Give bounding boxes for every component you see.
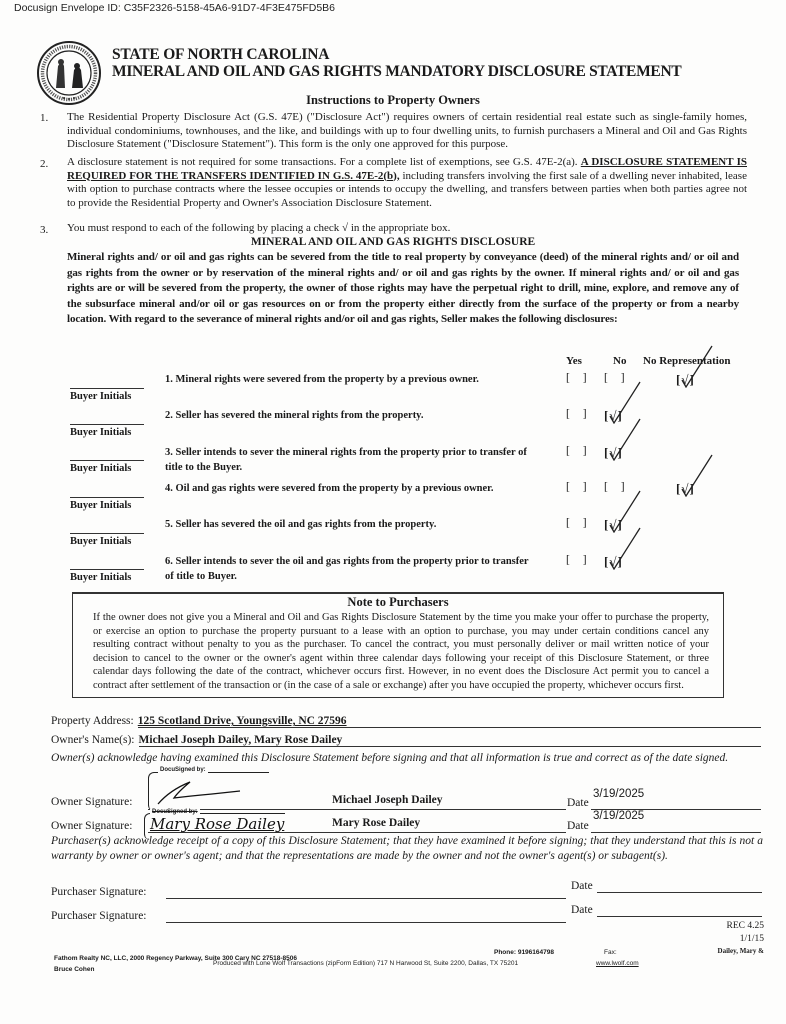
owner-signature-label: Owner Signature: xyxy=(51,796,133,808)
note-to-purchasers xyxy=(72,592,724,698)
purchaser-signature-label: Purchaser Signature: xyxy=(51,886,147,898)
property-address-label: Property Address: xyxy=(51,715,134,727)
instruction-item-3: You must respond to each of the following by placing a check √ in the appropriate box. xyxy=(67,222,451,234)
fax: Fax: xyxy=(604,949,617,956)
handwritten-check-icon xyxy=(608,417,648,461)
checkbox-yes-q2[interactable]: [ ] xyxy=(566,408,592,420)
checkbox-no-q4[interactable]: [ ] xyxy=(604,481,630,493)
disclosure-question-6: 6. Seller intends to sever the oil and gas rights from the property prior to transfer of title to Buyer. xyxy=(165,556,529,582)
phone: Phone: 9196164798 xyxy=(494,949,554,956)
buyer-initials-label: Buyer Initials xyxy=(70,391,132,402)
checkbox-no-q6[interactable]: [√] xyxy=(604,554,623,569)
form-code: REC 4.25 xyxy=(726,921,764,931)
form-title: MINERAL AND OIL AND GAS RIGHTS MANDATORY DISCLOSURE STATEMENT xyxy=(112,63,682,80)
checkbox-no-q2[interactable]: [√] xyxy=(604,408,623,423)
purchaser-acknowledgement: Purchaser(s) acknowledge receipt of a copy of this Disclosure Statement; that they have examined it before signing; that they understand that this is not a warranty by owner or owner's agent; and that the representations are made by the owner and not the owner's agent(s) or subagent(s). xyxy=(51,835,763,862)
disclosure-question-4: 4. Oil and gas rights were severed from the property by a previous owner. xyxy=(165,483,494,494)
signature-line xyxy=(148,809,566,810)
docusign-tag: DocuSigned by: xyxy=(152,809,198,815)
produced-by: Produced with Lone Wolf Transactions (zipForm Edition) 717 N Harwood St, Suite 2200, Dallas, TX 75201 xyxy=(213,960,519,967)
checkbox-yes-q3[interactable]: [ ] xyxy=(566,445,592,457)
signature-line xyxy=(148,832,566,833)
buyer-initials-line[interactable] xyxy=(70,460,144,461)
instruction-text: A disclosure statement is not required for some transactions. For a complete list of exemptions, see G.S. 47E-2(a). xyxy=(67,156,581,168)
buyer-initials-line[interactable] xyxy=(70,424,144,425)
buyer-initials-label: Buyer Initials xyxy=(70,572,132,583)
purchaser-date-line[interactable] xyxy=(597,892,762,893)
instruction-number: 1. xyxy=(40,112,49,124)
buyer-initials-label: Buyer Initials xyxy=(70,536,132,547)
instruction-number: 3. xyxy=(40,224,49,236)
checkbox-no-q5[interactable]: [√] xyxy=(604,517,623,532)
purchaser-signature-line[interactable] xyxy=(166,898,566,899)
column-no: No xyxy=(613,355,627,367)
instructions-heading: Instructions to Property Owners xyxy=(306,93,480,107)
checkbox-yes-q4[interactable]: [ ] xyxy=(566,481,592,493)
buyer-initials-line[interactable] xyxy=(70,388,144,389)
date-label: Date xyxy=(567,820,589,832)
form-title-state: STATE OF NORTH CAROLINA xyxy=(112,46,330,63)
brokerage-info: Fathom Realty NC, LLC, 2000 Regency Parkway, Suite 300 Cary NC 27518-8506 xyxy=(54,955,298,962)
signature-mary-dailey[interactable]: Mary Rose Dailey xyxy=(150,815,285,833)
buyer-initials-label: Buyer Initials xyxy=(70,427,132,438)
buyer-initials-line[interactable] xyxy=(70,533,144,534)
column-no-representation: No Representation xyxy=(643,355,731,367)
disclosure-intro: Mineral rights and/ or oil and gas rights can be severed from the title to real property by conveyance (deed) of the mineral rights and/ or oil and gas rights from the owner or by reservation of the mineral rights and/ or oil and gas rights by the owner. If mineral rights and/ or oil and gas rights are or will be severed from the property, the owner of those rights may have the perpetual right to drill, mine, explore, and remove any of the subsurface mineral and/or oil or gas resources on or from the property either directly from the surface of the property or from a nearby location. With regard to the severance of mineral rights and/or oil and gas rights, Seller makes the following disclosures: xyxy=(67,251,739,325)
owner-signature-label: Owner Signature: xyxy=(51,820,133,832)
checkbox-yes-q6[interactable]: [ ] xyxy=(566,554,592,566)
checkbox-yes-q1[interactable]: [ ] xyxy=(566,372,592,384)
disclosure-question-1: 1. Mineral rights were severed from the property by a previous owner. xyxy=(165,374,479,385)
purchaser-signature-label: Purchaser Signature: xyxy=(51,910,147,922)
docusign-tag: DocuSigned by: xyxy=(160,767,206,773)
date-label: Date xyxy=(571,904,593,916)
checkbox-yes-q5[interactable]: [ ] xyxy=(566,517,592,529)
owner-signature-date[interactable]: 3/19/2025 xyxy=(593,810,645,822)
note-heading: Note to Purchasers xyxy=(347,595,449,609)
owner-names-label: Owner's Name(s): xyxy=(51,734,135,746)
disclosure-question-5: 5. Seller has severed the oil and gas rights from the property. xyxy=(165,519,437,530)
docusign-envelope-id: Docusign Envelope ID: C35F2326-5158-45A6-91D7-4F3E475FD5B6 xyxy=(14,2,336,14)
disclosure-question-2: 2. Seller has severed the mineral rights from the property. xyxy=(165,410,424,421)
property-address-value[interactable]: 125 Scotland Drive, Youngsville, NC 27596 xyxy=(138,715,761,728)
form-date: 1/1/15 xyxy=(739,934,764,944)
handwritten-check-icon xyxy=(680,344,720,388)
handwritten-check-icon xyxy=(680,453,720,497)
instruction-text: including transfers involving the first sale of a dwelling never inhabited, lease with option to purchase contracts where the lessee occupies or intends to occupy the dwelling, and transfers between parties when both parties agree not to provide the Residential Property and Owner's Association Disclosure Statement. xyxy=(67,169,747,209)
date-label: Date xyxy=(571,880,593,892)
disclosure-question-3: 3. Seller intends to sever the mineral rights from the property prior to transfer of title to the Buyer. xyxy=(165,447,527,473)
purchaser-signature-line[interactable] xyxy=(166,922,566,923)
owner-names-row xyxy=(51,734,761,747)
owner-printed-name: Michael Joseph Dailey xyxy=(332,794,443,806)
instruction-item-1: The Residential Property Disclosure Act (G.S. 47E) ("Disclosure Act") requires owners of certain residential real estate such as single-family homes, individual condominiums, townhouses, and the like, and buildings with up to four dwelling units, to furnish purchasers a Mineral and Oil and Gas Rights Disclosure Statement ("Disclosure Statement"). This form is the only one approved for this purpose. xyxy=(67,111,747,150)
lwolf-link[interactable]: www.lwolf.com xyxy=(596,960,639,967)
checkbox-no-q3[interactable]: [√] xyxy=(604,445,623,460)
date-line xyxy=(591,832,761,833)
checkbox-no-rep-q4[interactable]: [√] xyxy=(676,481,695,496)
signature-michael-dailey[interactable] xyxy=(150,778,260,808)
note-text: If the owner does not give you a Mineral and Oil and Gas Rights Disclosure Statement by the time you make your offer to purchase the property, or exercise an option to purchase the property pursuant to a lease with an option to purchase, you may under certain conditions cancel any resulting contract without penalty to you as the purchaser. To cancel the contract, you must personally deliver or mail written notice of your decision to cancel to the owner or the owner's agent within three calendar days following your receipt of this Disclosure Statement, or three calendar days following the date of the contract, whichever occurs first. However, in no event does the Disclosure Act permit you to cancel a contract after settlement of the transaction or (in the case of a sale or exchange) after you have occupied the property, whichever occurs first. xyxy=(93,612,709,691)
file-name: Dailey, Mary & xyxy=(717,947,764,955)
buyer-initials-label: Buyer Initials xyxy=(70,463,132,474)
checkbox-no-q1[interactable]: [ ] xyxy=(604,372,630,384)
instruction-item-2 xyxy=(67,156,747,210)
buyer-initials-label: Buyer Initials xyxy=(70,500,132,511)
instruction-number: 2. xyxy=(40,158,49,170)
property-address-row xyxy=(51,715,761,728)
buyer-initials-line[interactable] xyxy=(70,497,144,498)
handwritten-check-icon xyxy=(608,526,648,570)
buyer-initials-line[interactable] xyxy=(70,569,144,570)
checkbox-no-rep-q1[interactable]: [√] xyxy=(676,372,695,387)
disclosure-required-notice: A DISCLOSURE STATEMENT IS REQUIRED FOR THE TRANSFERS IDENTIFIED IN G.S. 47E-2(b), xyxy=(67,156,747,182)
owner-acknowledgement: Owner(s) acknowledge having examined this Disclosure Statement before signing and that all information is true and correct as of the date signed. xyxy=(51,752,729,764)
disclosure-heading: MINERAL AND OIL AND GAS RIGHTS DISCLOSURE xyxy=(250,236,536,248)
purchaser-date-line[interactable] xyxy=(597,916,762,917)
owner-signature-date[interactable]: 3/19/2025 xyxy=(593,788,645,800)
owner-printed-name: Mary Rose Dailey xyxy=(332,817,421,829)
owner-names-value[interactable]: Michael Joseph Dailey, Mary Rose Dailey xyxy=(139,734,761,747)
column-yes: Yes xyxy=(566,355,582,367)
agent-name: Bruce Cohen xyxy=(54,966,95,973)
date-label: Date xyxy=(567,797,589,809)
